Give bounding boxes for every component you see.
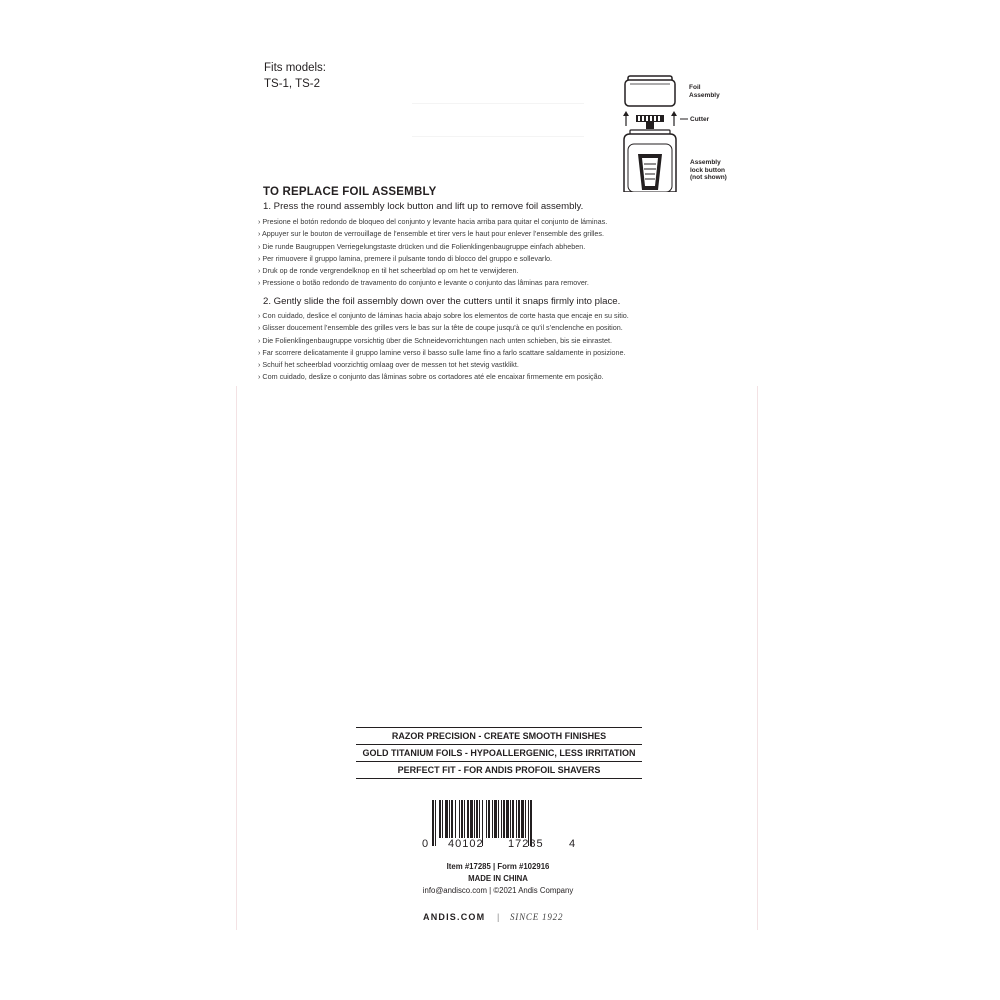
card-left-edge [236,386,237,930]
barcode-bars [424,800,576,850]
country-of-origin: MADE IN CHINA [468,874,528,883]
barcode-bar [503,800,505,838]
barcode-bar [501,800,502,838]
barcode-bar [470,800,473,838]
barcode-lead-digit: 0 [422,838,429,850]
step-1-translation: › Presione el botón redondo de bloqueo del conjunto y levante hacia arriba para quitar el conjunto de láminas. [258,217,608,226]
feature-item: RAZOR PRECISION - CREATE SMOOTH FINISHES [356,727,642,744]
cutter-label: Cutter [690,116,710,123]
barcode-bar [510,800,511,838]
step-2-translation: › Glisser doucement l’ensemble des grilles vers le bas sur la tête de coupe jusqu’à ce qu’il s’enclenche en position. [258,323,623,333]
barcode-bar [445,800,448,838]
step-2-translation: › Com cuidado, deslize o conjunto das lâminas sobre os cortadores até ele encaixar firmemente em posição. [258,372,604,382]
barcode-bar [479,800,480,838]
fits-model-list: TS-1, TS-2 [264,78,321,90]
barcode-bar [498,800,499,838]
fits-label: Fits models: [264,62,326,74]
barcode-bar [474,800,475,838]
barcode-bar [518,800,520,838]
card-right-edge [757,386,758,930]
barcode-bar [459,800,460,838]
barcode-bar [432,800,434,846]
foil-assembly-diagram [616,74,766,192]
barcode-bar [516,800,517,838]
barcode-bar [461,800,463,838]
lock-button-label: Assembly lock button (not shown) [690,159,727,181]
contact-copyright: info@andisco.com | ©2021 Andis Company [422,886,574,895]
barcode-bar [492,800,493,838]
step-1-translation: › Die runde Baugruppen Verriegelungstaste drücken und die Folienklingenbaugruppe einfach abheben. [258,241,586,251]
feature-item: GOLD TITANIUM FOILS - HYPOALLERGENIC, LESS IRRITATION [356,744,642,761]
barcode-bar [451,800,453,838]
barcode-bar [449,800,450,838]
barcode-bar [464,800,465,838]
barcode-bar [486,800,487,838]
barcode-bar [439,800,441,838]
barcode-bar [506,800,509,838]
item-form-number: Item #17285 | Form #102916 [446,862,550,871]
feature-item: PERFECT FIT - FOR ANDIS PROFOIL SHAVERS [356,761,642,779]
hang-hole-outline [412,103,584,137]
instructions-title: TO REPLACE FOIL ASSEMBLY [263,186,437,198]
website-link[interactable]: ANDIS.COM [423,912,486,922]
barcode-bar [435,800,436,846]
cutter-pointer-icon [680,116,690,122]
step-1-translation: › Appuyer sur le bouton de verrouillage de l’ensemble et tirer vers le haut pour enlever l’ensemble des grilles. [258,229,604,239]
upc-barcode [424,800,576,855]
step-1-translations [258,216,607,290]
step-2-translation: › Schuif het scheerblad voorzichtig omlaag over de messen tot het stevig vastklikt. [258,360,519,370]
barcode-bar [488,800,490,838]
step-2-text: 2. Gently slide the foil assembly down over the cutters until it snaps firmly into place. [263,296,621,307]
barcode-bar [494,800,497,838]
barcode-bar [525,800,526,838]
barcode-left-group: 40102 [448,838,484,850]
step-1-translation: › Pressione o botão redondo de travamento do conjunto e levante o conjunto das lâminas para remover. [258,278,589,288]
barcode-bar [442,800,443,838]
step-1-translation: › Druk op de ronde vergrendelknop en til het scheerblad op om het te verwijderen. [258,266,519,276]
foil-assembly-label: Foil Assembly [689,84,720,99]
shaver-illustration [616,74,686,192]
step-2-translation: › Far scorrere delicatamente il gruppo lamine verso il basso sulle lame fino a farlo scattare saldamente in posizione. [258,347,626,357]
barcode-bar [512,800,514,838]
footer-separator: | [497,912,500,922]
step-2-translations [258,310,629,384]
barcode-bar [476,800,478,838]
barcode-bar [521,800,524,838]
step-2-translation: › Con cuidado, deslice el conjunto de láminas hacia abajo sobre los elementos de corte hasta que encaje en su sitio. [258,311,629,320]
since-tagline: SINCE 1922 [510,912,564,922]
barcode-check-digit: 4 [569,838,576,850]
fits-models [264,60,326,92]
barcode-right-group: 17285 [508,838,544,850]
barcode-bar [467,800,469,838]
barcode-bar [455,800,456,838]
step-1-translation: › Per rimuovere il gruppo lamina, premere il pulsante tondo di blocco del gruppo e sollevarlo. [258,253,553,263]
step-1-text: 1. Press the round assembly lock button and lift up to remove foil assembly. [263,201,584,212]
step-2-translation: › Die Folienklingenbaugruppe vorsichtig über die Schneidevorrichtungen nach unten schieben, bis sie einrastet. [258,335,613,345]
feature-list [356,727,642,779]
